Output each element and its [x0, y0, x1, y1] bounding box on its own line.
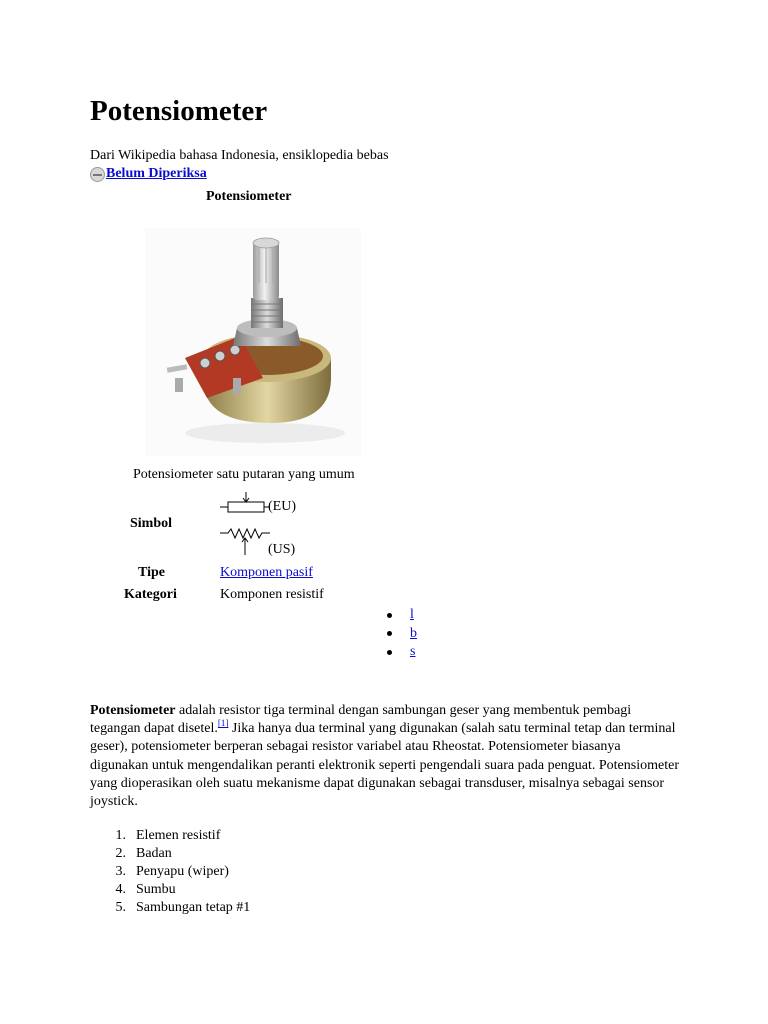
bullet-icon — [387, 650, 392, 655]
infobox-caption: Potensiometer satu putaran yang umum — [133, 467, 355, 482]
intro-bold-term: Potensiometer — [90, 703, 176, 718]
list-item-number: 3. — [115, 864, 126, 879]
review-status-link[interactable]: Belum Diperiksa — [106, 166, 207, 181]
navbox-item — [383, 625, 417, 644]
list-item — [90, 899, 250, 917]
resistor-eu-symbol-icon — [220, 492, 270, 514]
resistor-us-symbol-icon — [220, 528, 270, 556]
page-title: Potensiometer — [90, 95, 268, 127]
bullet-icon — [387, 631, 392, 636]
list-item-label: Penyapu (wiper) — [136, 864, 229, 879]
reference-link[interactable]: [1] — [217, 718, 229, 729]
list-item-label: Sumbu — [136, 882, 176, 897]
list-item-number: 2. — [115, 846, 126, 861]
navbox-links — [383, 606, 417, 662]
list-item — [90, 827, 250, 845]
review-status — [90, 164, 207, 184]
potentiometer-photo — [145, 228, 361, 456]
page-subtitle: Dari Wikipedia bahasa Indonesia, ensiklopedia bebas — [90, 148, 389, 163]
review-status-icon — [90, 167, 105, 182]
list-item — [90, 845, 250, 863]
symbol-eu-label: (EU) — [268, 499, 296, 514]
category-value: Komponen resistif — [220, 587, 324, 602]
list-item-label: Sambungan tetap #1 — [136, 900, 251, 915]
category-row-label: Kategori — [124, 587, 177, 602]
type-row-label: Tipe — [138, 565, 165, 580]
bullet-icon — [387, 613, 392, 618]
list-item — [90, 863, 250, 881]
navbox-item — [383, 606, 417, 625]
intro-text-2: Jika hanya dua terminal yang digunakan (salah satu terminal tetap dan terminal geser), potensiometer berperan sebagai resistor variabel atau Rheostat. Potensiometer biasanya digunakan untuk mengendalikan peranti elektronik seperti pengendali suara pada penguat. Potensiometer yang dioperasikan oleh suatu mekanisme dapat digunakan sebagai transduser, misalnya sebagai sensor joystick. — [90, 721, 679, 810]
symbol-row-label: Simbol — [130, 516, 173, 531]
navbox-link-view[interactable]: l — [410, 607, 414, 622]
type-value-link[interactable]: Komponen pasif — [220, 565, 313, 580]
list-item-number: 4. — [115, 882, 126, 897]
list-item-label: Elemen resistif — [136, 828, 221, 843]
infobox-title: Potensiometer — [206, 189, 292, 204]
navbox-link-edit[interactable]: s — [410, 644, 416, 659]
list-item-number: 1. — [115, 828, 126, 843]
list-item-number: 5. — [115, 900, 126, 915]
parts-list — [90, 827, 250, 917]
navbox-link-talk[interactable]: b — [410, 625, 417, 641]
list-item — [90, 881, 250, 899]
list-item-label: Badan — [136, 846, 172, 861]
navbox-item — [383, 643, 417, 662]
symbol-us-label: (US) — [268, 542, 296, 557]
intro-text-1: adalah resistor tiga terminal dengan sambungan geser yang membentuk pembagi tegangan dapat disetel. — [90, 703, 632, 737]
intro-paragraph — [90, 702, 680, 811]
